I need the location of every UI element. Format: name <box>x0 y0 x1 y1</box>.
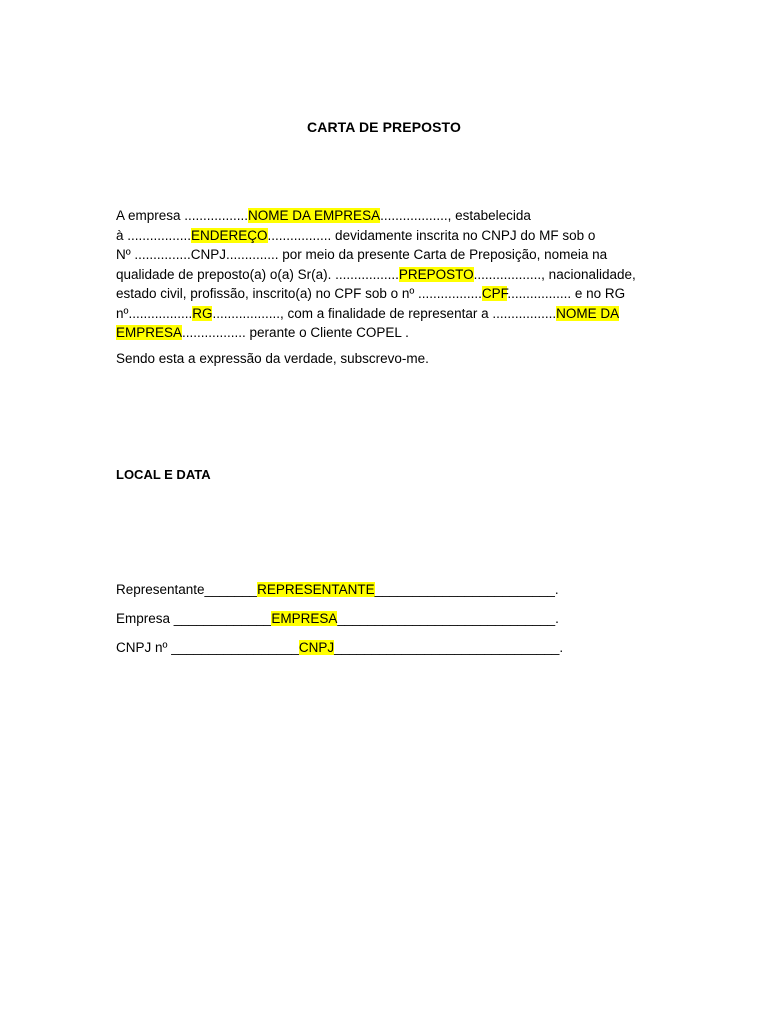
placeholder-company-name-2: NOME DA <box>556 305 620 321</box>
placeholder-company-name-2-cont: EMPRESA <box>116 325 183 340</box>
placeholder-cnpj: CNPJ <box>298 640 335 655</box>
text-segment: .................., nacionalidade, <box>473 266 636 282</box>
text-segment: estado civil, profissão, inscrito(a) no CPF sob o nº ................. <box>116 286 482 301</box>
placeholder-rg: RG <box>192 305 213 321</box>
text-segment: à ................. <box>116 227 192 243</box>
local-and-date: LOCAL E DATA <box>116 467 211 482</box>
text-segment: A empresa ................. <box>116 208 249 223</box>
signature-underline: ______________________________. <box>334 640 564 655</box>
paragraph-line <box>116 304 656 324</box>
placeholder-company-name: NOME DA EMPRESA <box>248 208 381 223</box>
signature-underline: _____________________________. <box>337 611 559 626</box>
text-segment: ................. devidamente inscrita no CNPJ do MF sob o <box>267 227 596 243</box>
placeholder-cpf: CPF <box>481 286 508 301</box>
text-segment: qualidade de preposto(a) o(a) Sr(a). ................. <box>116 266 399 282</box>
paragraph-line <box>116 226 656 246</box>
placeholder-address: ENDEREÇO <box>191 227 268 243</box>
placeholder-representative: REPRESENTANTE <box>257 582 375 597</box>
text-segment: ................. e no RG <box>507 286 626 301</box>
signature-label: Empresa _____________ <box>116 611 272 626</box>
closing-statement: Sendo esta a expressão da verdade, subscrevo-me. <box>116 351 429 366</box>
paragraph-line <box>116 284 656 304</box>
text-segment: ................. perante o Cliente COPEL . <box>182 325 409 340</box>
signature-company-line <box>116 611 559 626</box>
body-paragraph <box>116 206 656 343</box>
paragraph-line <box>116 265 656 285</box>
signature-label: CNPJ nº _________________ <box>116 640 299 655</box>
signature-label: Representante_______ <box>116 582 258 597</box>
text-segment: .................., estabelecida <box>380 208 531 223</box>
paragraph-line <box>116 206 656 226</box>
signature-cnpj-line <box>116 640 563 655</box>
paragraph-line <box>116 323 656 343</box>
text-segment: nº................. <box>116 305 193 321</box>
text-segment: .................., com a finalidade de representar a ................. <box>212 305 557 321</box>
signature-underline: ________________________. <box>374 582 559 597</box>
placeholder-preposto: PREPOSTO <box>398 266 474 282</box>
document-title: CARTA DE PREPOSTO <box>307 119 461 135</box>
paragraph-line: Nº ...............CNPJ.............. por meio da presente Carta de Preposição, nomeia na <box>116 247 608 262</box>
signature-representative-line <box>116 582 559 597</box>
placeholder-company: EMPRESA <box>271 611 338 626</box>
